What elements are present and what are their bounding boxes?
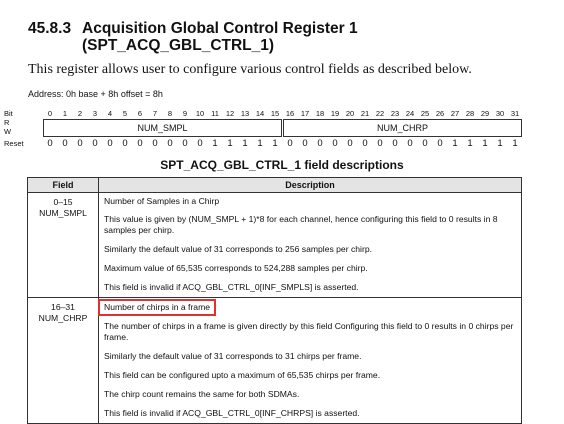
reset-row-label: Reset	[4, 139, 24, 148]
bit-row-label: Bit	[4, 109, 13, 118]
reset-bit-value: 0	[422, 138, 428, 149]
field-bits: 16–31	[51, 302, 75, 312]
section-title-line1: Acquisition Global Control Register 1	[82, 20, 358, 37]
bit-number: 14	[255, 109, 265, 118]
bit-number: 30	[495, 109, 505, 118]
description-line: The chirp count remains the same for both SDMAs.	[104, 389, 300, 399]
field-name: NUM_CHRP	[38, 313, 88, 323]
reset-bit-value: 0	[167, 138, 173, 149]
bit-number: 3	[92, 109, 98, 118]
reset-bit-value: 1	[482, 138, 488, 149]
bit-number: 29	[480, 109, 490, 118]
description-line: This field is invalid if ACQ_GBL_CTRL_0[INF_SMPLS] is asserted.	[104, 282, 359, 292]
reset-bit-value: 0	[47, 138, 53, 149]
description-cell	[99, 298, 522, 424]
reset-bit-value: 0	[107, 138, 113, 149]
field-cell	[28, 298, 99, 424]
description-line: This field can be configured upto a maximum of 65,535 chirps per frame.	[104, 370, 381, 380]
reset-bit-value: 1	[212, 138, 218, 149]
table-row-num-chrp	[28, 298, 522, 424]
highlighted-description-line: Number of chirps in a frame	[100, 301, 214, 314]
reset-bit-value: 0	[332, 138, 338, 149]
bit-number: 9	[182, 109, 188, 118]
reset-bit-value: 0	[92, 138, 98, 149]
description-cell	[99, 193, 522, 298]
reset-bit-value: 0	[137, 138, 143, 149]
bit-number: 6	[137, 109, 143, 118]
reset-bit-value: 0	[392, 138, 398, 149]
bit-number: 22	[375, 109, 385, 118]
bit-number: 0	[47, 109, 53, 118]
reset-bit-value: 0	[302, 138, 308, 149]
reset-bit-value: 0	[122, 138, 128, 149]
reset-bit-value: 0	[362, 138, 368, 149]
bit-number: 31	[510, 109, 520, 118]
section-heading	[28, 20, 358, 54]
section-title-line2: (SPT_ACQ_GBL_CTRL_1)	[82, 37, 275, 54]
read-row-label: R	[4, 118, 10, 127]
register-address: Address: 0h base + 8h offset = 8h	[28, 89, 163, 99]
description-line: This field is invalid if ACQ_GBL_CTRL_0[INF_CHRPS] is asserted.	[104, 408, 360, 418]
bit-number: 16	[285, 109, 295, 118]
bit-number: 19	[330, 109, 340, 118]
table-header-row	[28, 178, 522, 193]
reset-bit-value: 1	[497, 138, 503, 149]
description-line-wrap	[99, 298, 521, 317]
field-name: NUM_SMPL	[39, 208, 87, 218]
bit-number: 12	[225, 109, 235, 118]
bit-number: 21	[360, 109, 370, 118]
bit-number: 5	[122, 109, 128, 118]
bit-number: 20	[345, 109, 355, 118]
register-bit-diagram	[0, 107, 564, 155]
reset-bit-value: 1	[272, 138, 278, 149]
reset-bit-value: 1	[242, 138, 248, 149]
table-title: SPT_ACQ_GBL_CTRL_1 field descriptions	[160, 158, 404, 172]
reset-bit-value: 0	[77, 138, 83, 149]
header-field: Field	[28, 178, 99, 193]
bit-number: 4	[107, 109, 113, 118]
bit-number: 13	[240, 109, 250, 118]
bit-number: 18	[315, 109, 325, 118]
reset-bit-value: 0	[182, 138, 188, 149]
register-field-num-smpl: NUM_SMPL	[43, 119, 282, 137]
field-bits: 0–15	[53, 197, 73, 207]
bit-number: 28	[465, 109, 475, 118]
reset-bit-value: 0	[317, 138, 323, 149]
section-number: 45.8.3	[28, 20, 72, 37]
bit-number: 10	[195, 109, 205, 118]
bit-number: 1	[62, 109, 68, 118]
bit-number: 11	[211, 109, 219, 118]
header-description: Description	[99, 178, 522, 193]
reset-bit-value: 1	[512, 138, 518, 149]
bit-number: 7	[152, 109, 158, 118]
write-row-label: W	[4, 127, 12, 136]
description-line: Maximum value of 65,535 corresponds to 524,288 samples per chirp.	[104, 263, 368, 273]
bit-number: 26	[435, 109, 445, 118]
field-cell	[28, 193, 99, 298]
bit-number: 2	[77, 109, 83, 118]
table-row-num-smpl	[28, 193, 522, 298]
bit-number: 15	[270, 109, 280, 118]
description-line: The number of chirps in a frame is given directly by this field Configuring this field to 0 results in 0 chirps per frame.	[104, 321, 514, 342]
reset-bit-value: 0	[437, 138, 443, 149]
reset-bit-value: 0	[377, 138, 383, 149]
description-line: Similarly the default value of 31 corresponds to 31 chirps per frame.	[104, 351, 362, 361]
reset-bit-value: 0	[347, 138, 353, 149]
reset-bit-value: 0	[197, 138, 203, 149]
bit-number: 23	[390, 109, 400, 118]
reset-bit-value: 1	[257, 138, 263, 149]
bit-number: 24	[405, 109, 415, 118]
reset-bit-value: 0	[287, 138, 293, 149]
field-descriptions-table	[27, 177, 522, 424]
reset-bit-value: 1	[452, 138, 458, 149]
bit-number: 17	[300, 109, 310, 118]
reset-bit-value: 0	[62, 138, 68, 149]
bit-number: 8	[167, 109, 173, 118]
bit-number: 25	[420, 109, 430, 118]
description-line: Number of Samples in a Chirp	[104, 196, 220, 206]
reset-bit-value: 1	[227, 138, 233, 149]
intro-paragraph: This register allows user to configure various control fields as described below.	[28, 62, 472, 77]
register-field-num-chrp: NUM_CHRP	[283, 119, 522, 137]
bit-number: 27	[450, 109, 460, 118]
reset-bit-value: 0	[407, 138, 413, 149]
reset-bit-value: 0	[152, 138, 158, 149]
description-line: Similarly the default value of 31 corresponds to 256 samples per chirp.	[104, 244, 372, 254]
description-line: This value is given by (NUM_SMPL + 1)*8 for each channel, hence configuring this field to 0 results in 8 samples per chirp.	[104, 214, 498, 235]
reset-bit-value: 1	[467, 138, 473, 149]
